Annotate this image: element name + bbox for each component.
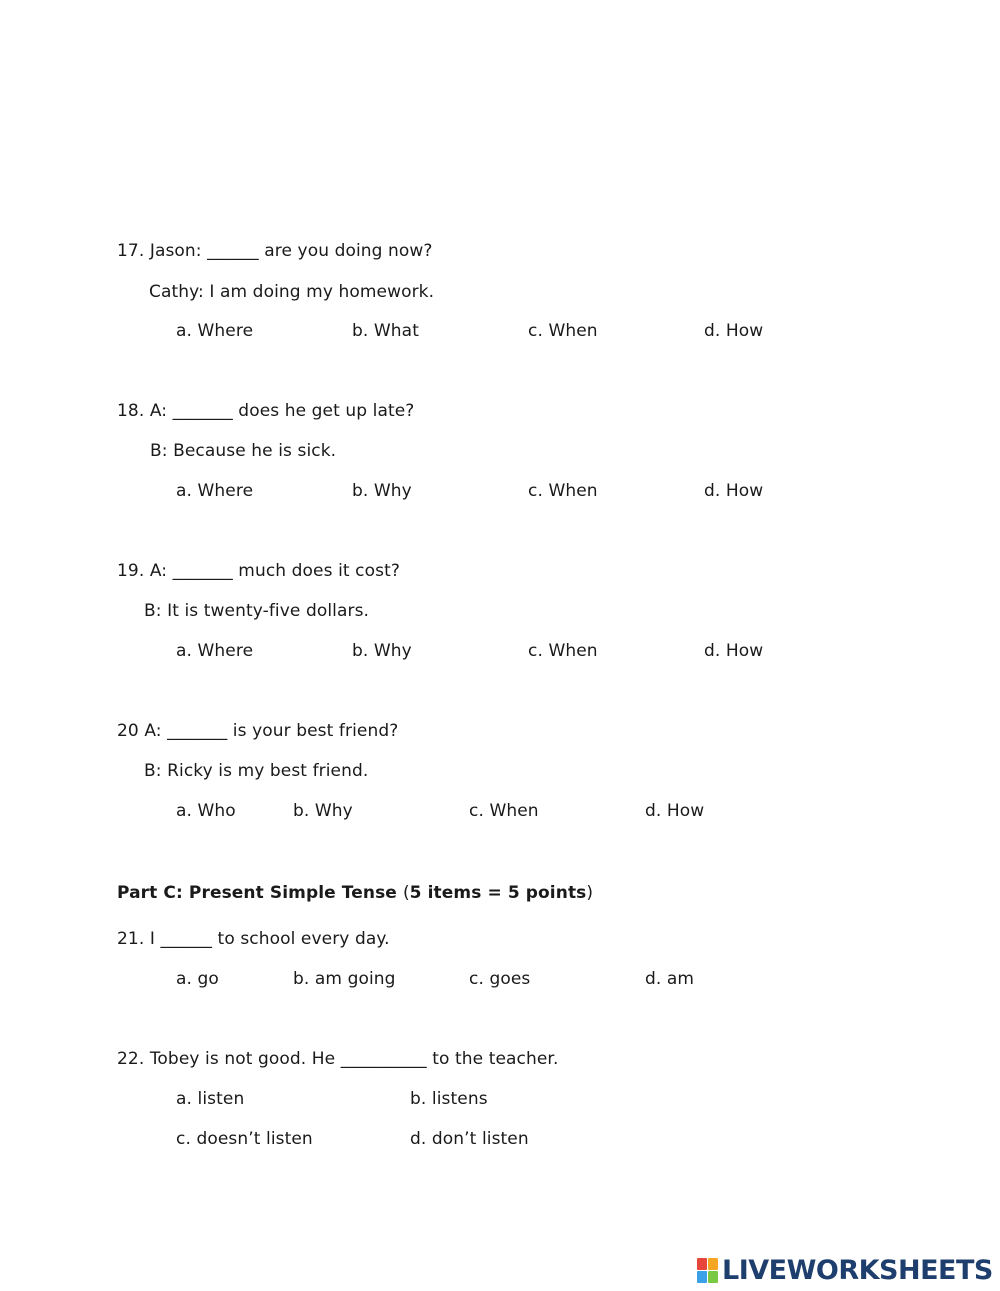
q20-option-a[interactable]: a. Who xyxy=(176,801,236,821)
q18-stem: 18. A: _______ does he get up late? xyxy=(117,401,415,421)
part-c-paren-open: ( xyxy=(402,883,410,903)
part-c-heading xyxy=(117,882,593,904)
logo-text: LIVEWORKSHEETS xyxy=(722,1255,993,1286)
q17-reply: Cathy: I am doing my homework. xyxy=(149,282,435,302)
q21-stem: 21. I ______ to school every day. xyxy=(117,929,390,949)
q18-option-c[interactable]: c. When xyxy=(528,481,598,501)
q17-option-a[interactable]: a. Where xyxy=(176,321,254,341)
q17-option-d[interactable]: d. How xyxy=(704,321,764,341)
part-c-paren-close: ) xyxy=(586,883,594,903)
q17-option-c[interactable]: c. When xyxy=(528,321,598,341)
q20-reply: B: Ricky is my best friend. xyxy=(144,761,369,781)
q20-option-c[interactable]: c. When xyxy=(469,801,539,821)
q21-option-c[interactable]: c. goes xyxy=(469,969,531,989)
q22-option-c[interactable]: c. doesn’t listen xyxy=(176,1129,313,1149)
q22-option-b[interactable]: b. listens xyxy=(410,1089,488,1109)
q19-reply: B: It is twenty-five dollars. xyxy=(144,601,370,621)
q18-option-d[interactable]: d. How xyxy=(704,481,764,501)
q20-option-b[interactable]: b. Why xyxy=(293,801,353,821)
q20-option-d[interactable]: d. How xyxy=(645,801,705,821)
liveworksheets-blocks-icon xyxy=(697,1258,719,1284)
q21-option-a[interactable]: a. go xyxy=(176,969,219,989)
part-c-title: Part C: Present Simple Tense xyxy=(117,883,403,903)
q21-option-b[interactable]: b. am going xyxy=(293,969,396,989)
q18-option-a[interactable]: a. Where xyxy=(176,481,254,501)
q17-option-b[interactable]: b. What xyxy=(352,321,419,341)
q18-reply: B: Because he is sick. xyxy=(150,441,337,461)
q19-stem: 19. A: _______ much does it cost? xyxy=(117,561,400,581)
q20-stem: 20 A: _______ is your best friend? xyxy=(117,721,399,741)
part-c-points: 5 items = 5 points xyxy=(409,883,587,903)
q19-option-d[interactable]: d. How xyxy=(704,641,764,661)
q19-option-a[interactable]: a. Where xyxy=(176,641,254,661)
q22-option-a[interactable]: a. listen xyxy=(176,1089,245,1109)
liveworksheets-logo[interactable] xyxy=(697,1256,993,1286)
q18-option-b[interactable]: b. Why xyxy=(352,481,412,501)
q21-option-d[interactable]: d. am xyxy=(645,969,695,989)
q19-option-c[interactable]: c. When xyxy=(528,641,598,661)
q22-stem: 22. Tobey is not good. He __________ to the teacher. xyxy=(117,1049,559,1069)
q19-option-b[interactable]: b. Why xyxy=(352,641,412,661)
q22-option-d[interactable]: d. don’t listen xyxy=(410,1129,529,1149)
q17-stem: 17. Jason: ______ are you doing now? xyxy=(117,241,433,261)
